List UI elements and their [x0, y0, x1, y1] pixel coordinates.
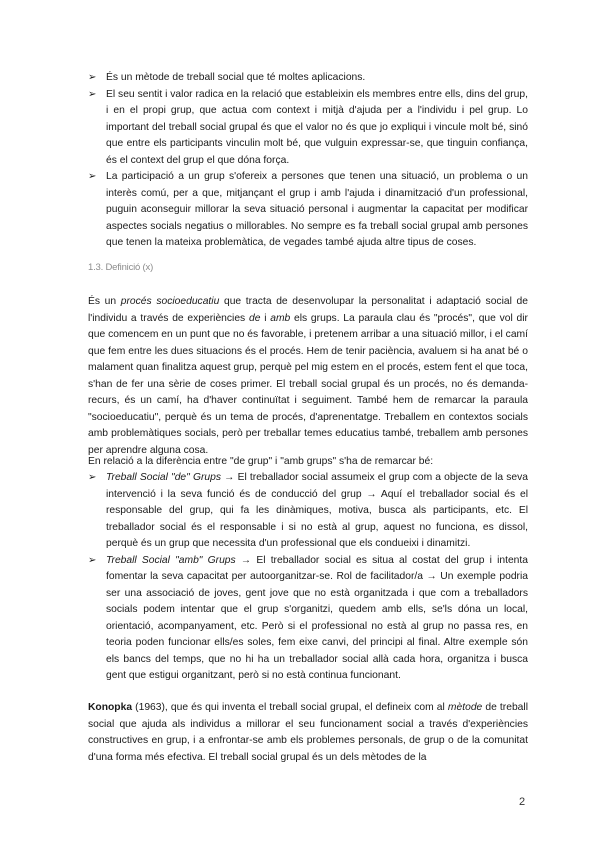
page-number: 2 — [519, 796, 526, 808]
section-heading: 1.3. Definició (x) — [88, 262, 154, 273]
intro-line: En relació a la diferència entre "de grup" i "amb grups" s'ha de remarcar bé: — [88, 456, 434, 467]
arrow-bullet-icon: ➢ — [88, 554, 97, 566]
list-item: ➢ És un mètode de treball social que té moltes aplicacions. — [88, 70, 528, 87]
arrow-bullet-icon: ➢ — [88, 472, 97, 483]
list-item: ➢ Treball Social "amb" Grups → El treballador social es situa al costat del grup i intenta fomentar la seva capacitat per autoorganitzar-se. Rol de facilitador/a → Un exemple podria ser una associació de joves, gent jove que no està organitzada i que com a treballadors socials podem intentar que el grup s'organitzi, quedem amb ells, se'ls dóna un local, orientació, acompanyament, etc. Però si el professional no està al grup no passa res, en teoria poden funcionar ells/es soles, fem eixe canvi, del principi al final. Altre exemple són els bancs del temps, que no hi ha un treballador social allà cada hora, organitza i busca gent que estigui organitzant, però si no està continua funcionant. — [88, 554, 528, 681]
arrow-bullet-icon: ➢ — [88, 88, 97, 100]
top-bullet-list — [88, 70, 528, 252]
list-item: ➢ Treball Social "de" Grups → El treballador social assumeix el grup com a objecte de la seva intervenció i la seva funció és de conducció del grup → Aquí el treballador social és el responsable del grup, qui fa les dinàmiques, motiva, busca als participants, etc. El treballador social és el responsable i si no està al grup, aquest no funciona, es dissol, perquè és un grup que necessita d'un professional que els condueixi i dinamitzi. — [88, 472, 529, 549]
grup-bullet-list — [88, 470, 528, 685]
arrow-bullet-icon: ➢ — [88, 72, 97, 83]
list-item: ➢ La participació a un grup s'ofereix a persones que tenen una situació, un problema o un interès comú, per a que, mitjançant el grup i amb l'ajuda i dinamització d'un professional, puguin aconseguir millorar la seva situació personal i augmentar la capacitat per modificar aspectes socials negatius o millorables. No sempre es fa treball social grupal amb persones que tenen la mateixa problemàtica, de vegades també ajuda altre tipus de coses. — [88, 171, 528, 248]
konopka-paragraph: Konopka (1963), que és qui inventa el treball social grupal, el defineix com al mètode de treball social que ajuda als individus a millorar el seu funcionament social a través d'experiències constructives en grup, i a enfrontar-se amb els problemes personals, de grup o de la comunitat d'una forma més efectiva. El treball social grupal és un dels mètodes de la — [88, 702, 528, 763]
arrow-bullet-icon: ➢ — [88, 171, 97, 182]
list-item: ➢ El seu sentit i valor radica en la relació que estableixin els membres entre ells, dins del grup, i en el propi grup, que actua com context i mitjà d'ajuda per a l'individu i pel grup. Lo important del treball social grupal és que el valor no és que jo expliqui i vincule molt bé, sinó que entre els participants vinculin molt bé, que vulguin expressar-se, que tinguin confiança, és el context del grup el que dóna força. — [88, 88, 528, 166]
definition-paragraph: És un procés socioeducatiu que tracta de desenvolupar la personalitat i adaptació social de l'individu a través de experiències de i amb els grups. La paraula clau és "procés", que vol dir que comencem en un punt que no és favorable, i pretenem arribar a una situació millor, i el camí que fem entre les dues situacions és el procés. Hem de tenir paciència, avaluem si ha anat bé o malament quan finalitza aquest grup, perquè pel mig estem en el procés, estem fent el que toca, s'han de fer una sèrie de coses primer. El treball social grupal és un procés, no és demanda-recurs, és un camí, ha d'haver continuïtat i seguiment. També hem de remarcar la paraula "socioeducatiu", perquè és un tema de procés, d'aprenentatge. Treballem en contextos socials amb problemàtiques socials, però per treballar temes educatius també, treballem amb persones per aprendre alguna cosa. — [88, 296, 528, 456]
